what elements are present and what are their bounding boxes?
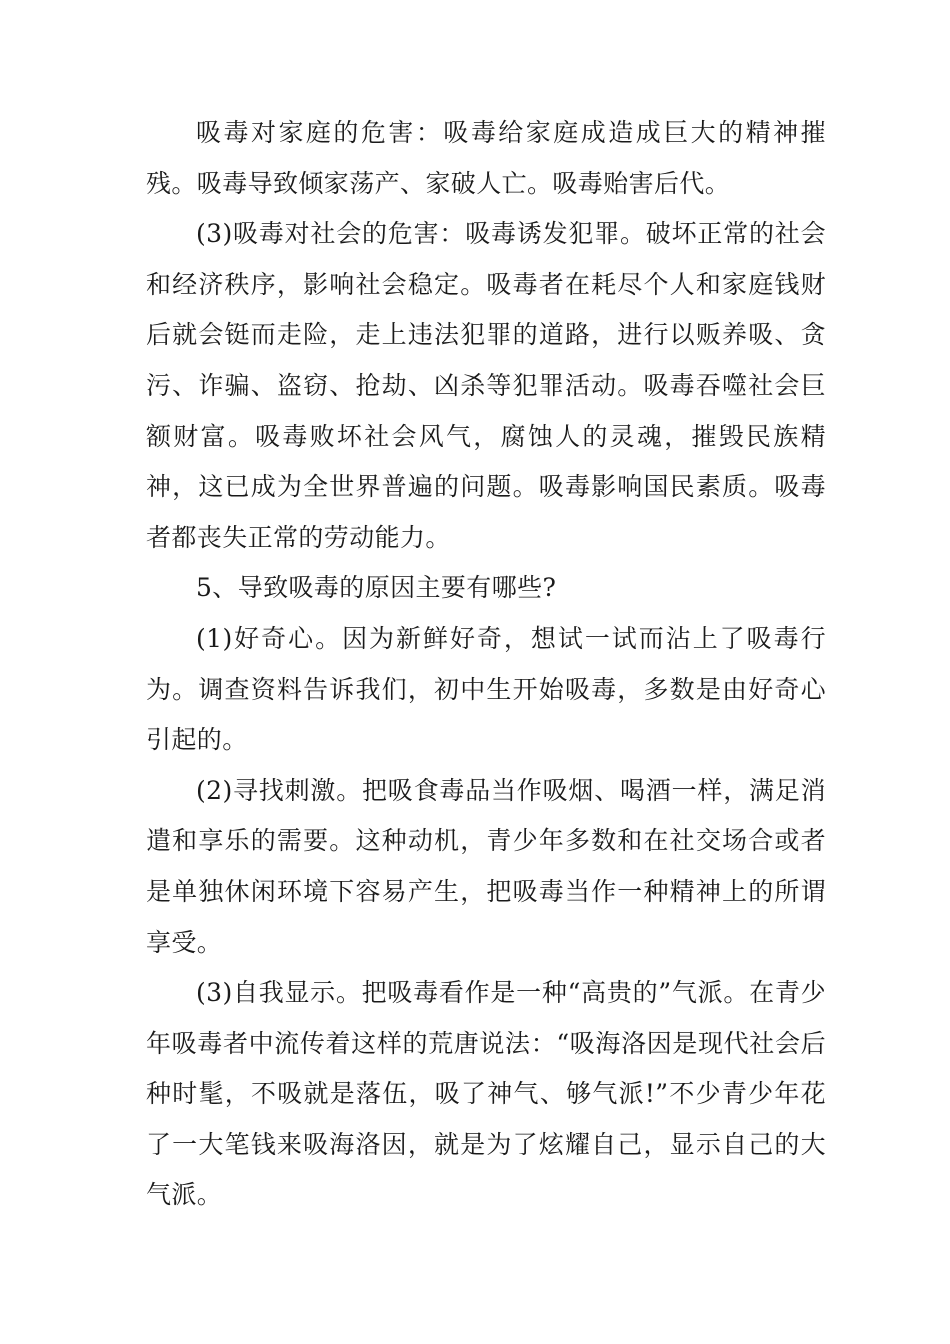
- paragraph-seeking-thrill: (2)寻找刺激。把吸食毒品当作吸烟、喝酒一样，满足消遣和享乐的需要。这种动机，青少年多数和在社交场合或者是单独休闲环境下容易产生，把吸毒当作一种精神上的所谓享受。: [146, 775, 826, 957]
- paragraph-self-display: (3)自我显示。把吸毒看作是一种“高贵的”气派。在青少年吸毒者中流传着这样的荒唐说法：“吸海洛因是现代社会后种时髦，不吸就是落伍，吸了神气、够气派!”不少青少年花了一大笔钱来吸海洛因，就是为了炫耀自己，显示自己的大气派。: [146, 978, 826, 1210]
- section-heading-causes: 5、导致吸毒的原因主要有哪些?: [196, 573, 557, 603]
- document-body: [146, 108, 826, 1221]
- paragraph-curiosity: (1)好奇心。因为新鲜好奇，想试一试而沾上了吸毒行为。调查资料告诉我们，初中生开始吸毒，多数是由好奇心引起的。: [146, 623, 826, 755]
- paragraph-family-harm: 吸毒对家庭的危害：吸毒给家庭成造成巨大的精神摧残。吸毒导致倾家荡产、家破人亡。吸毒贻害后代。: [146, 118, 826, 198]
- paragraph-social-harm: (3)吸毒对社会的危害：吸毒诱发犯罪。破坏正常的社会和经济秩序，影响社会稳定。吸毒者在耗尽个人和家庭钱财后就会铤而走险，走上违法犯罪的道路，进行以贩养吸、贪污、诈骗、盗窃、抢劫、凶杀等犯罪活动。吸毒吞噬社会巨额财富。吸毒败坏社会风气，腐蚀人的灵魂，摧毁民族精神，这已成为全世界普遍的问题。吸毒影响国民素质。吸毒者都丧失正常的劳动能力。: [146, 219, 826, 552]
